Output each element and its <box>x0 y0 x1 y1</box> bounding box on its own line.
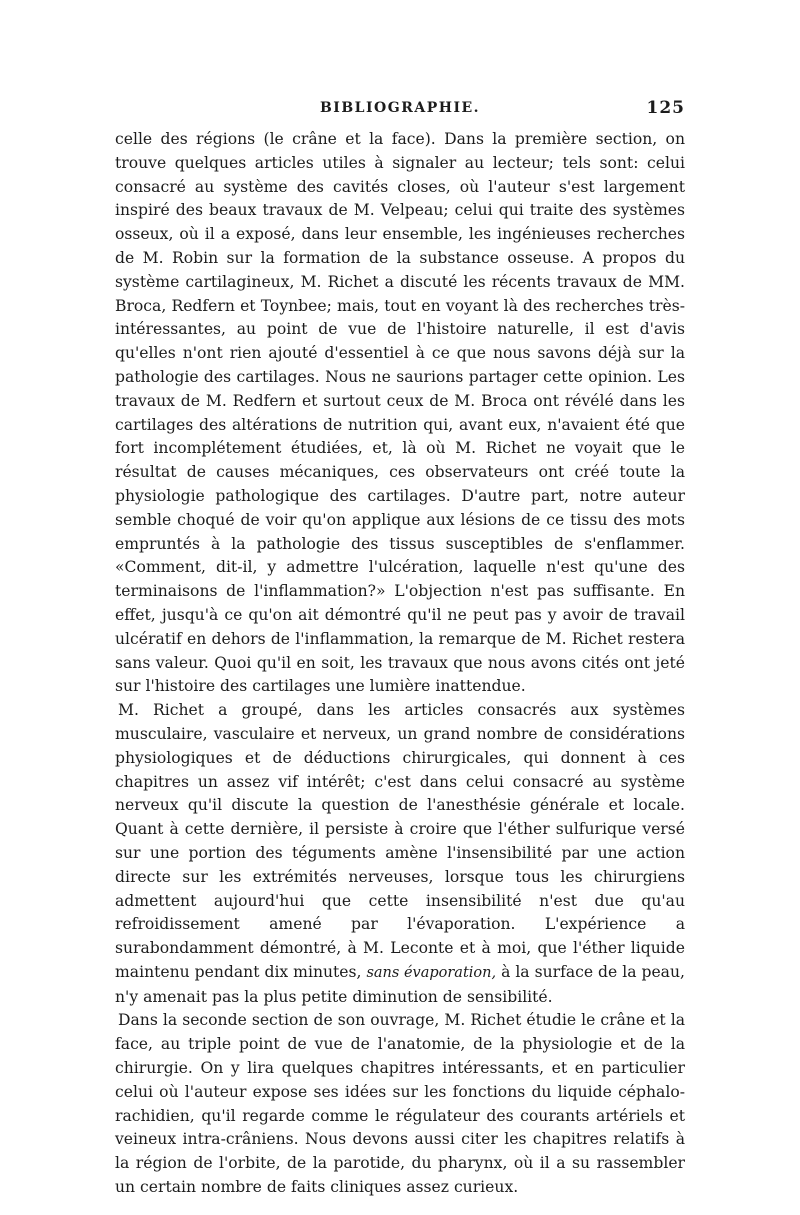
paragraph-anesthesia <box>115 699 685 1009</box>
body-text <box>115 128 685 1200</box>
paragraph-text: à la surface de la peau, n'y amenait pas la plus petite diminution de sensibilité. <box>115 962 685 1006</box>
paragraph-text: M. Richet a groupé, dans les articles consacrés aux systèmes musculaire, vasculaire et nerveux, un grand nombre de considérations physiologiques et de déductions chirurgicales, qui donnent à ces chapitres un assez vif intérêt; c'est dans celui consacré au système nerveux qu'il discute la question de l'anesthésie générale et locale. Quant à cette dernière, il persiste à croire que l'éther sulfurique versé sur une portion des téguments amène l'insensibilité par une action directe sur les extrémités nerveuses, lorsque tous les chirurgiens admettent aujourd'hui que cette insensibilité n'est due qu'au refroidissement amené par l'évaporation. L'expérience a surabondamment démontré, à M. Leconte et à moi, que l'éther liquide maintenu pendant dix minutes, <box>115 701 685 981</box>
italic-phrase: sans évaporation, <box>366 964 497 981</box>
paragraph-cartilages <box>115 128 685 699</box>
page-header <box>115 100 685 128</box>
book-page <box>115 100 685 1200</box>
page-number: 125 <box>646 98 685 118</box>
running-head: BIBLIOGRAPHIE. <box>319 100 481 116</box>
paragraph-second-section <box>115 1009 685 1199</box>
paragraph-text: Dans la seconde section de son ouvrage, M. Richet étudie le crâne et la face, au triple point de vue de l'anatomie, de la physiologie et de la chirurgie. On y lira quelques chapitres intéressants, et en particulier celui où l'auteur expose ses idées sur les fonctions du liquide céphalo-rachidien, qu'il regarde comme le régulateur des courants artériels et veineux intra-crâniens. Nous devons aussi citer les chapitres relatifs à la région de l'orbite, de la parotide, du pharynx, où il a su rassembler un certain nombre de faits cliniques assez curieux. <box>115 1011 685 1197</box>
paragraph-text: celle des régions (le crâne et la face). Dans la première section, on trouve quelques articles utiles à signaler au lecteur; tels sont: celui consacré au système des cavités closes, où l'auteur s'est largement inspiré des beaux travaux de M. Velpeau; celui qui traite des systèmes osseux, où il a exposé, dans leur ensemble, les ingénieuses recherches de M. Robin sur la formation de la substance osseuse. A propos du système cartilagineux, M. Richet a discuté les récents travaux de MM. Broca, Redfern et Toynbee; mais, tout en voyant là des recherches très-intéressantes, au point de vue de l'histoire naturelle, il est d'avis qu'elles n'ont rien ajouté d'essentiel à ce que nous savons déjà sur la pathologie des cartilages. Nous ne saurions partager cette opinion. Les travaux de M. Redfern et surtout ceux de M. Broca ont révélé dans les cartilages des altérations de nutrition qui, avant eux, n'avaient été que fort incomplétement étudiées, et, là où M. Richet ne voyait que le résultat de causes mécaniques, ces observateurs ont créé toute la physiologie pathologique des cartilages. D'autre part, notre auteur semble choqué de voir qu'on applique aux lésions de ce tissu des mots empruntés à la pathologie des tissus susceptibles de s'enflammer. «Comment, dit-il, y admettre l'ulcération, laquelle n'est qu'une des terminaisons de l'inflammation?» L'objection n'est pas suffisante. En effet, jusqu'à ce qu'on ait démontré qu'il ne peut pas y avoir de travail ulcératif en dehors de l'inflammation, la remarque de M. Richet restera sans valeur. Quoi qu'il en soit, les travaux que nous avons cités ont jeté sur l'histoire des cartilages une lumière inattendue. <box>115 130 685 696</box>
